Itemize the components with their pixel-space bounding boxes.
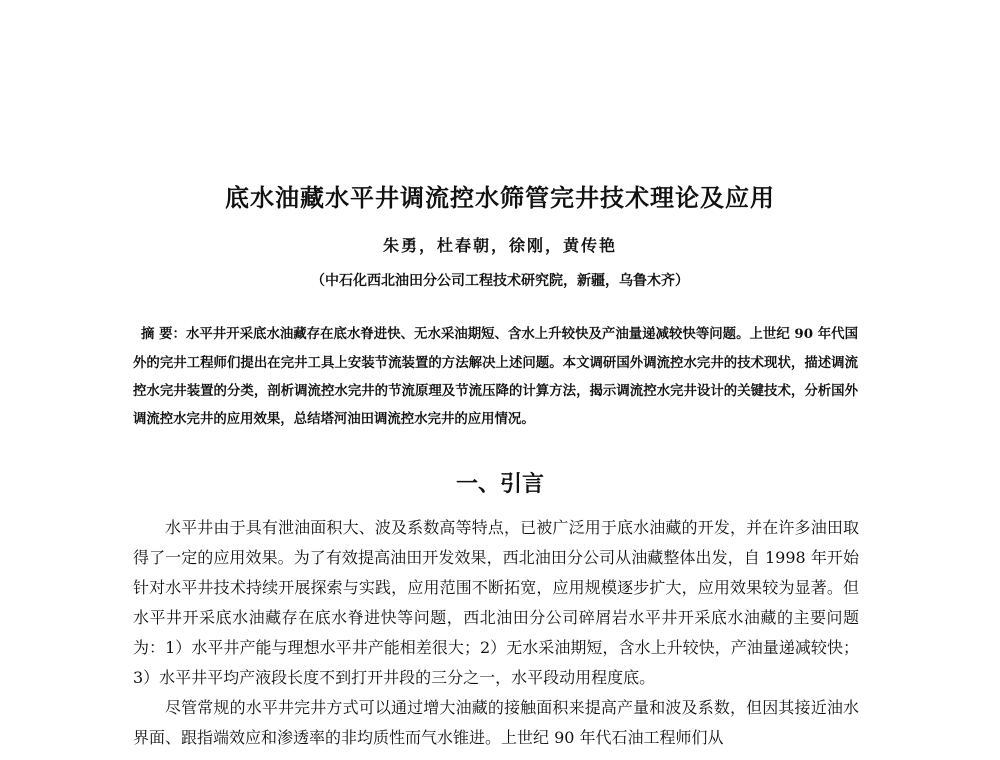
introduction-body <box>133 513 859 753</box>
abstract-block <box>133 320 858 433</box>
body-paragraph: 水平井由于具有泄油面积大、波及系数高等特点，已被广泛用于底水油藏的开发，并在许多油田取得了一定的应用效果。为了有效提高油田开发效果，西北油田分公司从油藏整体出发，自 1998 年开始针对水平井技术持续开展探索与实践，应用范围不断拓宽，应用规模逐步扩大，应用效果较为显著。但水平井开采底水油藏存在底水脊进快等问题，西北油田分公司碎屑岩水平井开采底水油藏的主要问题为：1）水平井产能与理想水平井产能相差很大；2）无水采油期短，含水上升较快，产油量递减较快； 3）水平井平均产液段长度不到打开井段的三分之一，水平段动用程度底。 <box>133 518 859 687</box>
section-heading-introduction: 一、引言 <box>455 472 544 497</box>
author-list: 朱勇，杜春朝，徐刚，黄传艳 <box>382 236 617 255</box>
abstract-text: 水平井开采底水油藏存在底水脊进快、无水采油期短、含水上升较快及产油量递减较快等问题。上世纪 90 年代国外的完井工程师们提出在完井工具上安装节流装置的方法解决上述问题。本文调研国外调流控水完井的技术现状，描述调流控水完井装置的分类，剖析调流控水完井的节流原理及节流压降的计算方法，揭示调流控水完井设计的关键技术，分析国外调流控水完井的应用效果，总结塔河油田调流控水完井的应用情况。 <box>133 326 858 427</box>
body-paragraph: 尽管常规的水平井完井方式可以通过增大油藏的接触面积来提高产量和波及系数，但因其接近油水界面、跟指端效应和渗透率的非均质性而气水锥进。上世纪 90 年代石油工程师们从 <box>133 698 859 747</box>
abstract-label: 摘 要： <box>141 327 186 342</box>
paper-title: 底水油藏水平井调流控水筛管完井技术理论及应用 <box>225 184 775 212</box>
author-affiliation: （中石化西北油田分公司工程技术研究院，新疆，乌鲁木齐） <box>311 273 689 289</box>
